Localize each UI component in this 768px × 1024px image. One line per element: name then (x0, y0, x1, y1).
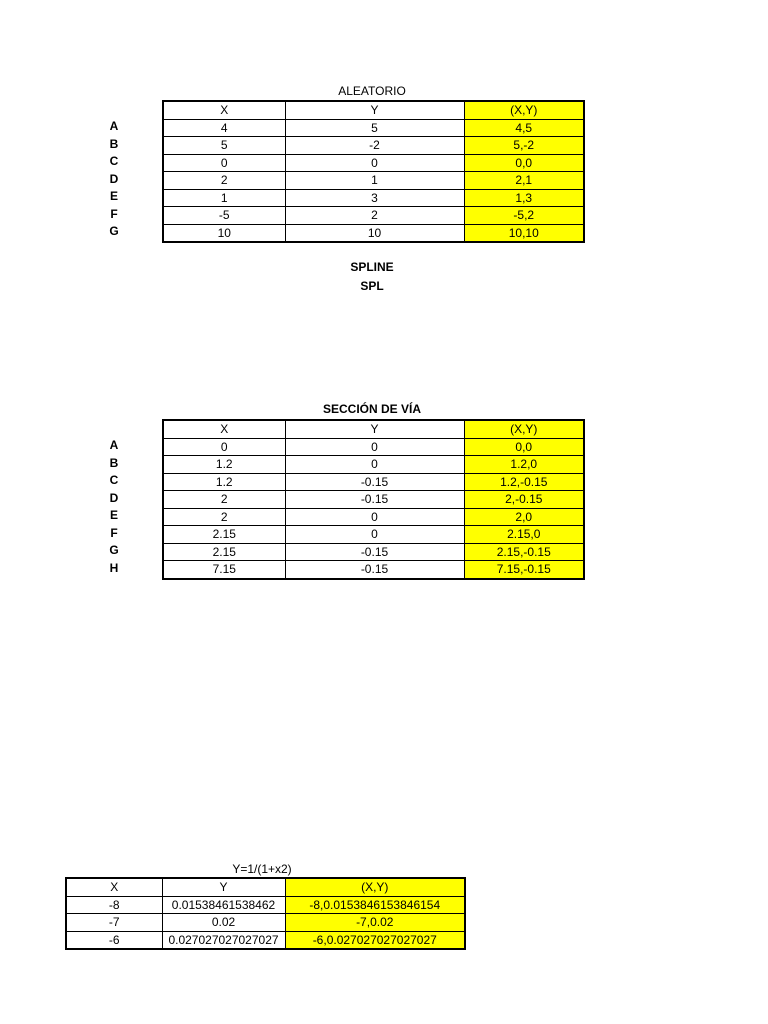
aleatorio-cell: 5 (285, 119, 464, 137)
row-label: E (109, 189, 118, 203)
aleatorio-header-row (163, 101, 584, 119)
seccion-cell: 0 (285, 526, 464, 544)
funcion-cell: -8 (66, 896, 162, 914)
aleatorio-cell: 10,10 (464, 224, 584, 242)
table-row (163, 491, 584, 509)
funcion-title: Y=1/(1+x2) (232, 862, 292, 876)
row-label: G (109, 543, 119, 557)
aleatorio-cell: 3 (285, 189, 464, 207)
seccion-cell: 2.15 (163, 526, 285, 544)
seccion-cell: 2 (163, 508, 285, 526)
aleatorio-cell: 0 (285, 154, 464, 172)
aleatorio-cell: 1,3 (464, 189, 584, 207)
table-row (163, 473, 584, 491)
seccion-header-cell: Y (285, 420, 464, 438)
aleatorio-table (162, 100, 585, 243)
seccion-cell: -0.15 (285, 491, 464, 509)
table-row (163, 172, 584, 190)
aleatorio-cell: 2,1 (464, 172, 584, 190)
row-label: F (110, 525, 118, 540)
seccion-cell: 2.15,0 (464, 526, 584, 544)
aleatorio-header-cell: Y (285, 101, 464, 119)
seccion-cell: 2.15 (163, 543, 285, 561)
aleatorio-cell: 2 (285, 207, 464, 225)
seccion-header-row (163, 420, 584, 438)
table-row (163, 456, 584, 474)
aleatorio-cell: 4,5 (464, 119, 584, 137)
table-row (163, 137, 584, 155)
aleatorio-header-cell: (X,Y) (464, 101, 584, 119)
row-label: D (109, 490, 119, 505)
row-label: G (109, 224, 119, 238)
seccion-cell: 1.2 (163, 473, 285, 491)
funcion-table (65, 877, 466, 950)
table-row (163, 207, 584, 225)
row-label: C (109, 154, 119, 168)
seccion-row-labels (100, 437, 128, 577)
aleatorio-cell: 5 (163, 137, 285, 155)
seccion-cell: 7.15,-0.15 (464, 561, 584, 579)
row-label: A (109, 438, 119, 452)
table-row (163, 154, 584, 172)
row-label: C (109, 473, 119, 487)
funcion-cell: 0.027027027027027 (162, 931, 285, 949)
seccion-cell: 1.2 (163, 456, 285, 474)
aleatorio-cell: 1 (285, 172, 464, 190)
funcion-cell: -8,0.0153846153846154 (285, 896, 465, 914)
table-row (66, 896, 465, 914)
aleatorio-title: ALEATORIO (338, 84, 406, 98)
funcion-header-row (66, 878, 465, 896)
table-row (163, 543, 584, 561)
aleatorio-cell: -5 (163, 207, 285, 225)
table-row (163, 561, 584, 579)
seccion-cell: 0 (285, 508, 464, 526)
aleatorio-cell: 2 (163, 172, 285, 190)
aleatorio-cell: 10 (163, 224, 285, 242)
seccion-cell: -0.15 (285, 561, 464, 579)
spl-heading: SPL (360, 279, 384, 293)
aleatorio-cell: -5,2 (464, 207, 584, 225)
row-label: E (109, 508, 118, 522)
seccion-cell: 1.2,-0.15 (464, 473, 584, 491)
aleatorio-cell: -2 (285, 137, 464, 155)
funcion-cell: -6 (66, 931, 162, 949)
seccion-table (162, 419, 585, 580)
funcion-cell: -7,0.02 (285, 914, 465, 932)
seccion-header-cell: (X,Y) (464, 420, 584, 438)
row-label: H (109, 560, 119, 575)
funcion-cell: -6,0.027027027027027 (285, 931, 465, 949)
funcion-header-cell: Y (162, 878, 285, 896)
table-row (163, 119, 584, 137)
seccion-cell: 0 (285, 456, 464, 474)
aleatorio-cell: 0,0 (464, 154, 584, 172)
table-row (163, 438, 584, 456)
funcion-cell: -7 (66, 914, 162, 932)
table-row (163, 189, 584, 207)
row-label: B (109, 136, 119, 151)
seccion-cell: 1.2,0 (464, 456, 584, 474)
row-label: F (110, 206, 118, 221)
aleatorio-cell: 10 (285, 224, 464, 242)
seccion-cell: 0 (285, 438, 464, 456)
funcion-cell: 0.01538461538462 (162, 896, 285, 914)
seccion-cell: 0 (163, 438, 285, 456)
row-label: B (109, 455, 119, 470)
row-label: A (109, 119, 119, 133)
seccion-cell: 2 (163, 491, 285, 509)
aleatorio-cell: 0 (163, 154, 285, 172)
seccion-cell: -0.15 (285, 473, 464, 491)
table-row (163, 508, 584, 526)
funcion-header-cell: (X,Y) (285, 878, 465, 896)
seccion-cell: 2,0 (464, 508, 584, 526)
table-row (66, 931, 465, 949)
seccion-cell: -0.15 (285, 543, 464, 561)
seccion-cell: 2.15,-0.15 (464, 543, 584, 561)
aleatorio-cell: 4 (163, 119, 285, 137)
seccion-cell: 2,-0.15 (464, 491, 584, 509)
table-row (66, 914, 465, 932)
funcion-cell: 0.02 (162, 914, 285, 932)
aleatorio-cell: 5,-2 (464, 137, 584, 155)
spline-heading: SPLINE (350, 260, 394, 274)
seccion-cell: 7.15 (163, 561, 285, 579)
table-row (163, 526, 584, 544)
seccion-header-cell: X (163, 420, 285, 438)
table-row (163, 224, 584, 242)
seccion-title: SECCIÓN DE VÍA (322, 402, 421, 416)
aleatorio-cell: 1 (163, 189, 285, 207)
seccion-cell: 0,0 (464, 438, 584, 456)
aleatorio-row-labels (100, 118, 128, 241)
funcion-header-cell: X (66, 878, 162, 896)
aleatorio-header-cell: X (163, 101, 285, 119)
row-label: D (109, 171, 119, 186)
